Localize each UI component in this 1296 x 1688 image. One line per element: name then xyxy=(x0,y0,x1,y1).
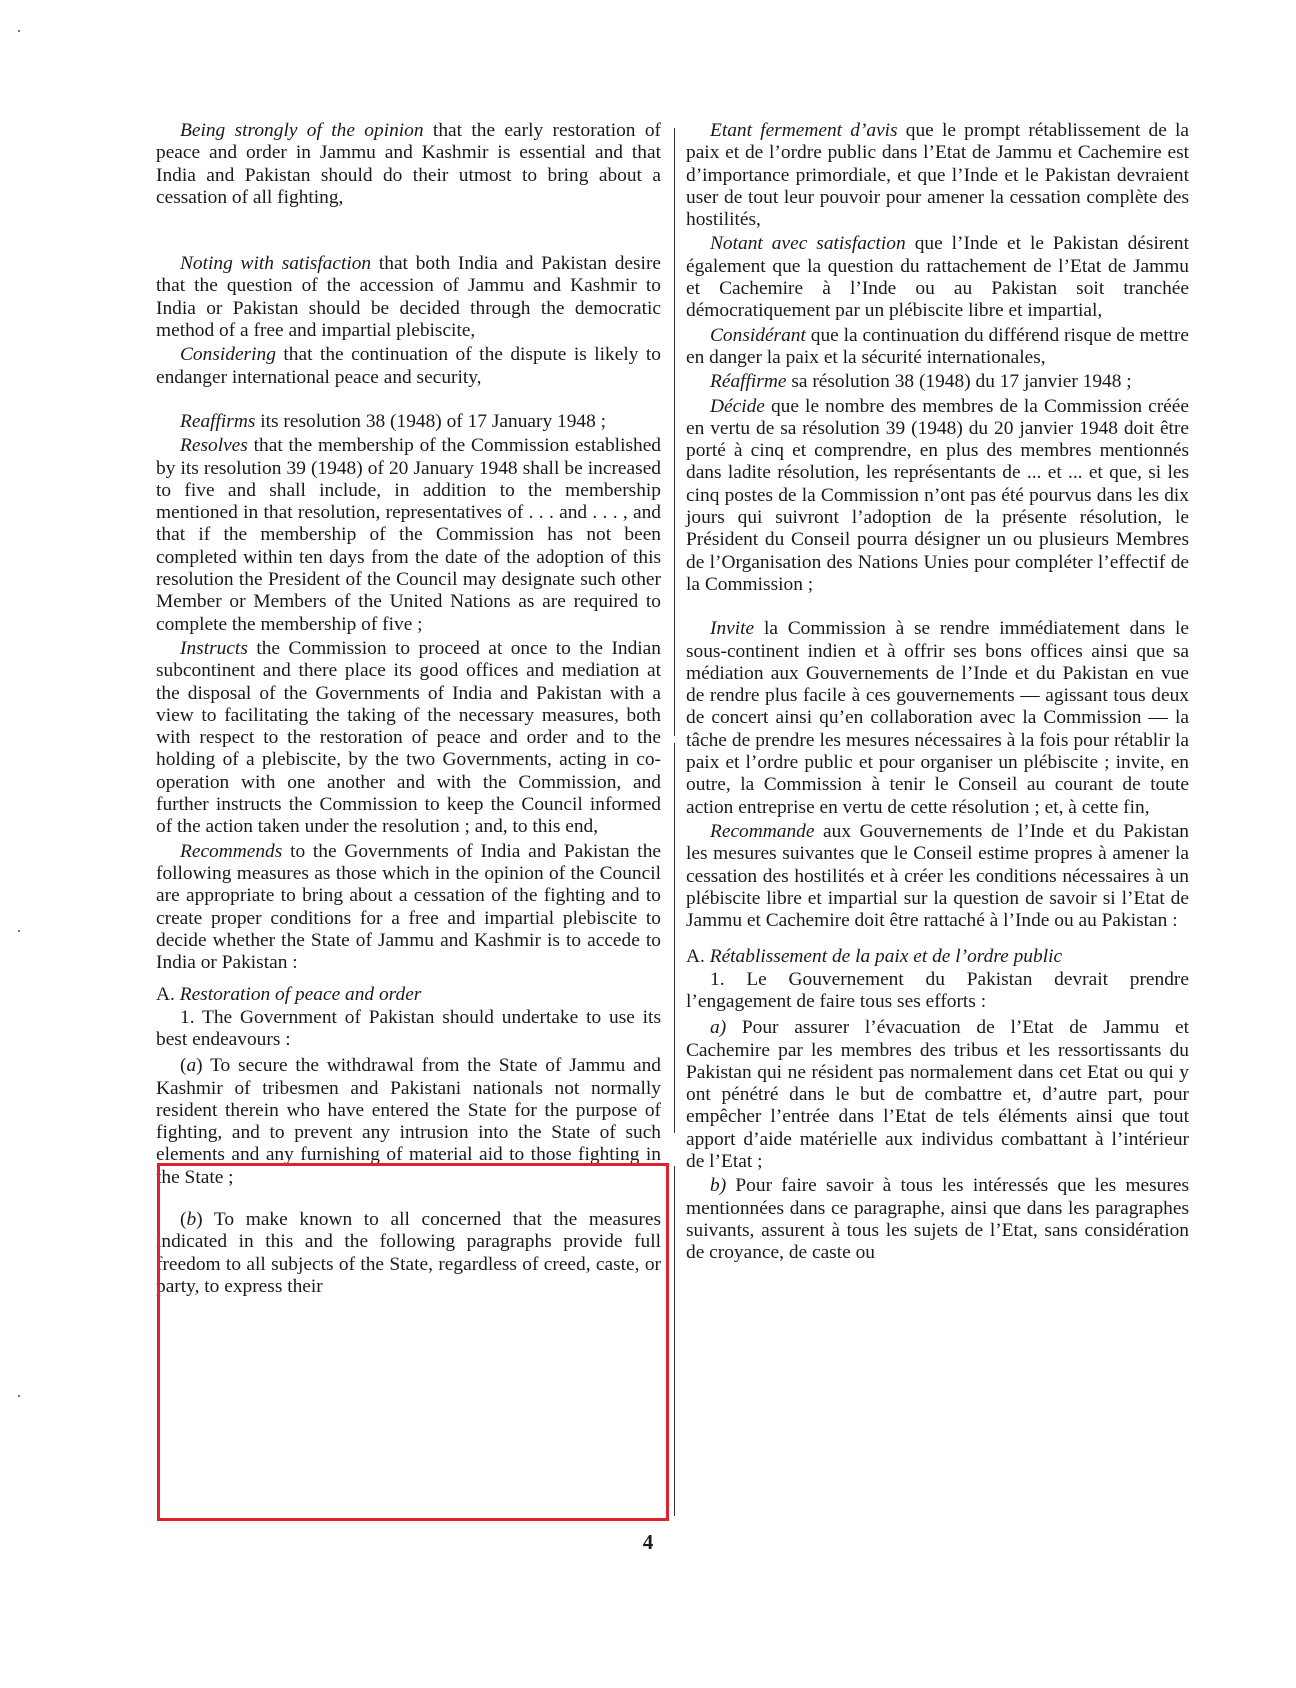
paragraph-lead: Resolves xyxy=(180,435,248,457)
section-title: Restoration of peace and order xyxy=(179,984,422,1006)
paragraph-lead: Instructs xyxy=(180,637,248,659)
paragraph-lead: Invite xyxy=(710,618,755,640)
paragraph-text: to the Governments of India and Pakistan the following measures as those which in the opinion of the Council are appropriate to bring about a cessation of the fighting and to create proper conditions for a free and impartial plebiscite to decide whether the State of Jammu and Kashmir is to accede to India or Pakistan : xyxy=(156,840,661,974)
paragraph xyxy=(686,1175,1189,1264)
paragraph-lead: Recommande xyxy=(710,820,815,842)
column-divider xyxy=(674,1166,675,1516)
paragraph-text: Pour faire savoir à tous les intéressés que les mesures mentionnées dans ce paragraphe, ainsi que dans les paragraphes suivants, assurent à tous les sujets de l’Etat, sans considération de croyance, de caste ou xyxy=(686,1175,1189,1264)
paragraph-text: sa résolution 38 (1948) du 17 janvier 1948 ; xyxy=(786,371,1132,393)
page-number: 4 xyxy=(642,1530,654,1554)
highlight-box xyxy=(157,1163,669,1521)
paragraph-text: que le nombre des membres de la Commission créée en vertu de sa résolution 39 (1948) du 20 janvier 1948 doit être porté à cinq et comprendre, en plus des membres mentionnés dans ladite résolution, les représentants de ... et ... et que, si les cinq postes de la Commission n’ont pas été pourvus dans les dix jours qui suivront l’adoption de la présente résolution, le Président du Conseil pourra désigner un ou plusieurs Membres de l’Organisation des Nations Unies pour compléter l’effectif de la Commission ; xyxy=(686,395,1189,595)
paragraph-lead: Reaffirms xyxy=(180,410,256,432)
paragraph xyxy=(686,325,1189,370)
paragraph xyxy=(156,120,661,209)
paragraph-text: that both India and Pakistan desire that the question of the accession of Jammu and Kashmir to India or Pakistan should be decided through the democratic method of a free and impartial plebiscite, xyxy=(156,253,662,342)
paragraph xyxy=(156,435,661,636)
section-title: Rétablissement de la paix et de l’ordre public xyxy=(709,946,1063,968)
paragraph-lead: Recommends xyxy=(180,840,283,862)
paragraph-text: que le prompt rétablissement de la paix et de l’ordre public dans l’Etat de Jammu et Cachemire est d’importance primordiale, et que l’Inde et le Pakistan devraient user de tout leur pouvoir pour amener la cessation complète des hostilités, xyxy=(686,120,1189,231)
item-label: b) xyxy=(710,1175,727,1197)
section-letter: A. xyxy=(156,984,175,1006)
scan-margin-mark xyxy=(18,930,20,932)
scan-margin-mark xyxy=(18,1395,20,1397)
paragraph-text: que l’Inde et le Pakistan désirent également que la question du rattachement de l’Etat de Jammu et Cachemire à l’Inde ou au Pakistan soit tranchée démocratiquement par un plébiscite libre et impartial, xyxy=(686,233,1189,322)
paragraph xyxy=(156,841,661,975)
paragraph: 1. Le Gouvernement du Pakistan devrait prendre l’engagement de faire tous ses efforts : xyxy=(686,968,1189,1012)
paragraph-lead: Décide xyxy=(710,395,765,417)
item-label: a xyxy=(186,1055,197,1077)
paragraph-lead: Considérant xyxy=(710,324,806,346)
paragraph-text: Pour assurer l’évacuation de l’Etat de Jammu et Cachemire par les membres des tribus et les ressortissants du Pakistan qui ne résident pas normalement dans cet Etat ou qui y ont pénétré dans le but de combattre et, d’autre part, pour empêcher l’entrée dans l’Etat de tels éléments ainsi que tout apport d’aide matérielle aux individus combattant à l’intérieur de l’Etat ; xyxy=(686,1017,1189,1173)
column-divider xyxy=(674,128,675,736)
paragraph-text: que la continuation du différend risque de mettre en danger la paix et la sécurité internationales, xyxy=(686,324,1189,368)
paragraph xyxy=(686,396,1189,597)
paragraph-lead: Being strongly of the opinion xyxy=(180,120,424,141)
section-letter: A. xyxy=(686,946,705,968)
paragraph-text: To secure the withdrawal from the State of Jammu and Kashmir of tribesmen and Pakistani nationals not normally resident therein who have entered the State for the purpose of fighting, and to prevent any intrusion into the State of such elements and any furnishing of material aid to those fighting in the State ; xyxy=(156,1055,661,1188)
paragraph-lead: Considering xyxy=(180,344,276,366)
paragraph-text: that the continuation of the dispute is likely to endanger international peace and security, xyxy=(156,344,661,388)
paragraph: 1. The Government of Pakistan should undertake to use its best endeavours : xyxy=(156,1006,661,1050)
paragraph xyxy=(686,1017,1189,1173)
paragraph-text: la Commission à se rendre immédiatement dans le sous-continent indien et à offrir ses bons offices ainsi que sa médiation aux Gouvernements de l’Inde et du Pakistan en vue de rendre plus facile à ces gouvernements — agissant tous deux de concert ainsi qu’en collaboration avec la Commission — la tâche de prendre les mesures nécessaires à la fois pour rétablir la paix et l’ordre public et pour organiser un plébiscite ; invite, en outre, la Commission à tenir le Conseil au courant de toute action entreprise en vertu de cette résolution ; et, à cette fin, xyxy=(686,618,1189,818)
paragraph: (b) To make known to all concerned that the measures indicated in this and the following paragraphs provide full freedom to all subjects of the State, regardless of creed, caste, or party, to express their xyxy=(156,1209,661,1297)
scan-margin-mark xyxy=(18,30,20,32)
item-label: b xyxy=(186,1209,197,1231)
paragraph: (a) To secure the withdrawal from the State of Jammu and Kashmir of tribesmen and Pakistani nationals not normally resident therein who have entered the State for the purpose of fighting, and to prevent any intrusion into the State of such elements and any furnishing of material aid to those fighting in the State ; xyxy=(156,1055,661,1188)
paragraph-text: the Commission to proceed at once to the Indian subcontinent and there place its good offices and mediation at the disposal of the Governments of India and Pakistan with a view to facilitating the taking of the necessary measures, both with respect to the restoration of peace and order and to the holding of a plebiscite, by the two Governments, acting in co-operation with one another and with the Commission, and further instructs the Commission to keep the Council informed of the action taken under the resolution ; and, to this end, xyxy=(156,637,661,838)
paragraph xyxy=(156,411,661,433)
paragraph xyxy=(686,821,1189,932)
paragraph-text: its resolution 38 (1948) of 17 January 1948 ; xyxy=(255,410,607,432)
paragraph-text: aux Gouvernements de l’Inde et du Pakistan les mesures suivantes que le Conseil estime propres à amener la cessation des hostilités et à créer les conditions nécessaires à un plébiscite libre et impartial sur la question de savoir si l’Etat de Jammu et Cachemire doit être rattaché à l’Inde ou au Pakistan : xyxy=(686,820,1189,932)
paragraph xyxy=(156,344,661,389)
paragraph-text: that the early restoration of peace and order in Jammu and Kashmir is essential and that India and Pakistan should do their utmost to bring about a cessation of all fighting, xyxy=(156,120,661,208)
english-column xyxy=(156,120,661,1298)
paragraph-lead: Notant avec satisfaction xyxy=(710,233,906,255)
french-column xyxy=(686,120,1189,1265)
paragraph-text: To make known to all concerned that the measures indicated in this and the following paragraphs provide full freedom to all subjects of the State, regardless of creed, caste, or party, to express their xyxy=(156,1209,661,1297)
column-divider xyxy=(674,743,675,1133)
section-heading xyxy=(686,946,1189,968)
paragraph xyxy=(686,618,1189,819)
paragraph xyxy=(686,120,1189,231)
paragraph-lead: Etant fermement d’avis xyxy=(710,120,898,141)
paragraph xyxy=(156,638,661,839)
paragraph xyxy=(686,371,1189,393)
paragraph-text: that the membership of the Commission established by its resolution 39 (1948) of 20 January 1948 shall be increased to five and shall include, in addition to the membership mentioned in that resolution, representatives of . . . and . . . , and that if the membership of the Commission has not been completed within ten days from the date of the adoption of this resolution the President of the Council may designate such other Member or Members of the United Nations as are required to complete the membership of five ; xyxy=(156,435,661,635)
paragraph-lead: Réaffirme xyxy=(710,371,787,393)
paragraph-lead: Noting with satisfaction xyxy=(180,253,372,275)
paragraph xyxy=(686,233,1189,322)
item-label: a) xyxy=(710,1017,727,1039)
section-heading xyxy=(156,984,661,1006)
paragraph xyxy=(156,253,661,342)
